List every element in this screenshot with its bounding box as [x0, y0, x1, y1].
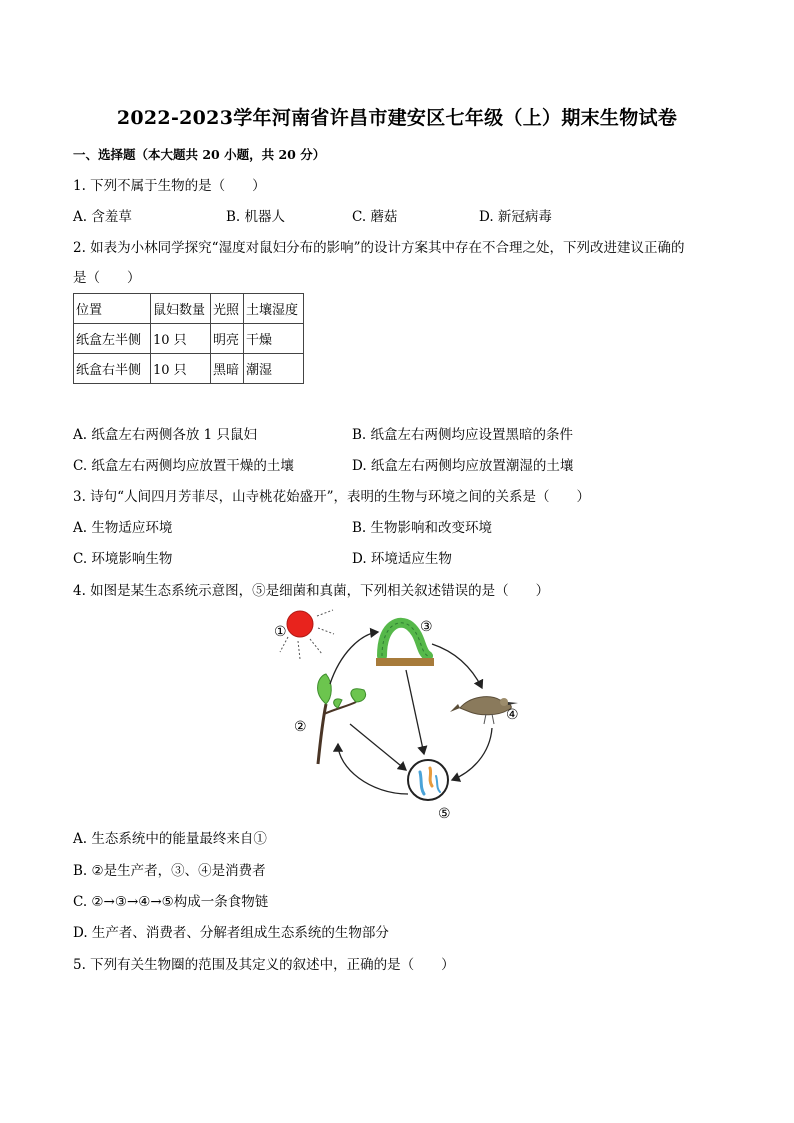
- question-1-option-b: B. 机器人: [226, 209, 286, 225]
- question-1-stem: 1. 下列不属于生物的是（ ）: [73, 178, 266, 194]
- table-cell: 纸盒右半侧: [74, 354, 151, 384]
- label-5: ⑤: [438, 806, 451, 822]
- experiment-table: [73, 293, 304, 384]
- question-4-option-d: D. 生产者、消费者、分解者组成生态系统的生物部分: [73, 925, 389, 941]
- question-3-option-b: B. 生物影响和改变环境: [352, 520, 493, 536]
- question-3-option-c: C. 环境影响生物: [73, 551, 173, 567]
- table-row: [74, 324, 304, 354]
- question-3-stem: 3. 诗句“人间四月芳菲尽，山寺桃花始盛开”，表明的生物与环境之间的关系是（ ）: [73, 489, 590, 505]
- question-2-option-c: C. 纸盒左右两侧均应放置干燥的土壤: [73, 458, 294, 474]
- table-header-cell: 鼠妇数量: [151, 294, 211, 324]
- section-heading: 一、选择题（本大题共 20 小题，共 20 分）: [73, 147, 326, 162]
- table-cell: 黑暗: [211, 354, 244, 384]
- sun-icon: [280, 610, 334, 659]
- question-2-stem-line1: 2. 如表为小林同学探究“湿度对鼠妇分布的影响”的设计方案其中存在不合理之处，下列改进建议正确的: [73, 240, 685, 256]
- question-4-stem: 4. 如图是某生态系统示意图，⑤是细菌和真菌，下列相关叙述错误的是（ ）: [73, 583, 550, 599]
- question-5-stem: 5. 下列有关生物圈的范围及其定义的叙述中，正确的是（ ）: [73, 957, 455, 973]
- table-header-cell: 位置: [74, 294, 151, 324]
- table-cell: 明亮: [211, 324, 244, 354]
- question-4-option-a: A. 生态系统中的能量最终来自①: [73, 831, 267, 847]
- question-4-option-b: B. ②是生产者，③、④是消费者: [73, 863, 266, 879]
- label-2: ②: [294, 719, 307, 735]
- table-cell: 10 只: [151, 324, 211, 354]
- question-2-option-d: D. 纸盒左右两侧均应放置潮湿的土壤: [352, 458, 574, 474]
- question-2-stem-line2: 是（ ）: [73, 270, 141, 286]
- table-header-cell: 土壤湿度: [244, 294, 304, 324]
- label-1: ①: [274, 624, 287, 640]
- plant-icon: [318, 674, 366, 764]
- question-4-option-c: C. ②→③→④→⑤构成一条食物链: [73, 894, 269, 910]
- question-1-option-a: A. 含羞草: [73, 209, 132, 225]
- table-header-cell: 光照: [211, 294, 244, 324]
- question-1-option-c: C. 蘑菇: [352, 209, 398, 225]
- question-3-option-d: D. 环境适应生物: [352, 551, 452, 567]
- ecosystem-diagram: [260, 604, 540, 824]
- table-cell: 纸盒左半侧: [74, 324, 151, 354]
- exam-title: 2022-2023学年河南省许昌市建安区七年级（上）期末生物试卷: [116, 107, 678, 129]
- bacteria-fungi-icon: [408, 760, 448, 800]
- table-cell: 干燥: [244, 324, 304, 354]
- question-3-option-a: A. 生物适应环境: [73, 520, 173, 536]
- table-cell: 10 只: [151, 354, 211, 384]
- table-row: [74, 354, 304, 384]
- table-cell: 潮湿: [244, 354, 304, 384]
- question-1-option-d: D. 新冠病毒: [479, 209, 552, 225]
- table-header-row: [74, 294, 304, 324]
- question-2-option-a: A. 纸盒左右两侧各放 1 只鼠妇: [73, 427, 258, 443]
- question-2-option-b: B. 纸盒左右两侧均应设置黑暗的条件: [352, 427, 574, 443]
- label-4: ④: [506, 707, 519, 723]
- label-3: ③: [420, 619, 433, 635]
